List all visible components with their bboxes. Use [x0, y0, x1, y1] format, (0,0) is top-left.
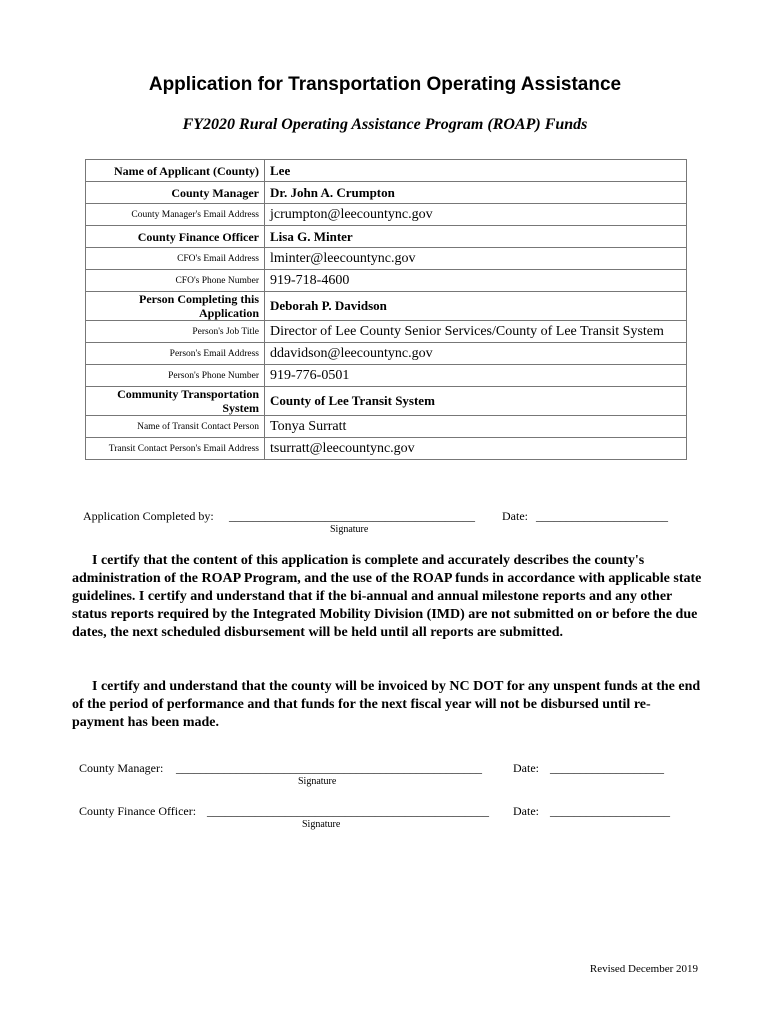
row-label: CFO's Email Address: [86, 248, 265, 270]
row-label: Person's Email Address: [86, 343, 265, 365]
row-label: Name of Transit Contact Person: [86, 416, 265, 438]
signature-caption: Signature: [302, 819, 341, 830]
row-label: Person's Phone Number: [86, 365, 265, 387]
completed-date-label: Date:: [502, 509, 528, 523]
signature-caption: Signature: [298, 776, 337, 787]
table-row: [86, 321, 687, 343]
page-title: Application for Transportation Operating Assistance: [148, 74, 622, 95]
row-value: Director of Lee County Senior Services/County of Lee Transit System: [265, 321, 687, 343]
completed-date-line[interactable]: ______________________: [536, 509, 668, 523]
completed-by-label: Application Completed by:: [83, 509, 214, 523]
row-label: County Manager's Email Address: [86, 204, 265, 226]
county-manager-date-line[interactable]: ___________________: [550, 761, 664, 775]
county-manager-date-label: Date:: [513, 761, 539, 775]
table-row: [86, 160, 687, 182]
row-label: Name of Applicant (County): [86, 160, 265, 182]
page-subtitle: FY2020 Rural Operating Assistance Program (ROAP) Funds: [182, 116, 588, 133]
finance-officer-date-label: Date:: [513, 804, 539, 818]
row-label: Transit Contact Person's Email Address: [86, 438, 265, 460]
row-label: Person Completing this Application: [86, 292, 265, 321]
row-value: 919-718-4600: [265, 270, 687, 292]
table-row: [86, 343, 687, 365]
row-value: jcrumpton@leecountync.gov: [265, 204, 687, 226]
row-value: lminter@leecountync.gov: [265, 248, 687, 270]
row-value: Deborah P. Davidson: [265, 292, 687, 321]
table-row: [86, 292, 687, 321]
table-row: [86, 248, 687, 270]
certification-paragraph-2: I certify and understand that the county will be invoiced by NC DOT for any unspent funds at the end of the period of performance and that funds for the next fiscal year will not be disbursed until re-payment has been made.: [72, 679, 701, 730]
finance-officer-signature-line[interactable]: _______________________________________________: [207, 804, 489, 818]
signature-caption: Signature: [330, 524, 369, 535]
row-label: County Manager: [86, 182, 265, 204]
finance-officer-label: County Finance Officer:: [79, 804, 197, 818]
table-row: [86, 226, 687, 248]
row-label: CFO's Phone Number: [86, 270, 265, 292]
table-row: [86, 182, 687, 204]
row-value: Tonya Surratt: [265, 416, 687, 438]
certification-paragraph-1: I certify that the content of this application is complete and accurately describes the county's administration of the ROAP Program, and the use of the ROAP funds in accordance with applicable state guidelines. I certify and understand that if the bi-annual and annual milestone reports and any other status reports required by the Integrated Mobility Division (IMD) are not submitted on or before the due dates, the next scheduled disbursement will be held until all reports are submitted.: [72, 553, 702, 640]
row-value: tsurratt@leecountync.gov: [265, 438, 687, 460]
table-row: [86, 270, 687, 292]
table-row: [86, 204, 687, 226]
row-value: 919-776-0501: [265, 365, 687, 387]
applicant-info-table: [85, 159, 687, 460]
table-row: [86, 416, 687, 438]
county-manager-signature-line[interactable]: ___________________________________________________: [176, 761, 482, 775]
revision-footer: Revised December 2019: [589, 963, 698, 975]
completed-by-signature-line[interactable]: _________________________________________: [229, 509, 475, 523]
table-row: [86, 438, 687, 460]
row-value: Dr. John A. Crumpton: [265, 182, 687, 204]
row-value: County of Lee Transit System: [265, 387, 687, 416]
row-value: ddavidson@leecountync.gov: [265, 343, 687, 365]
table-row: [86, 387, 687, 416]
finance-officer-date-line[interactable]: ____________________: [550, 804, 670, 818]
row-value: Lisa G. Minter: [265, 226, 687, 248]
county-manager-label: County Manager:: [79, 761, 164, 775]
table-row: [86, 365, 687, 387]
row-label: County Finance Officer: [86, 226, 265, 248]
row-value: Lee: [265, 160, 687, 182]
row-label: Community Transportation System: [86, 387, 265, 416]
row-label: Person's Job Title: [86, 321, 265, 343]
